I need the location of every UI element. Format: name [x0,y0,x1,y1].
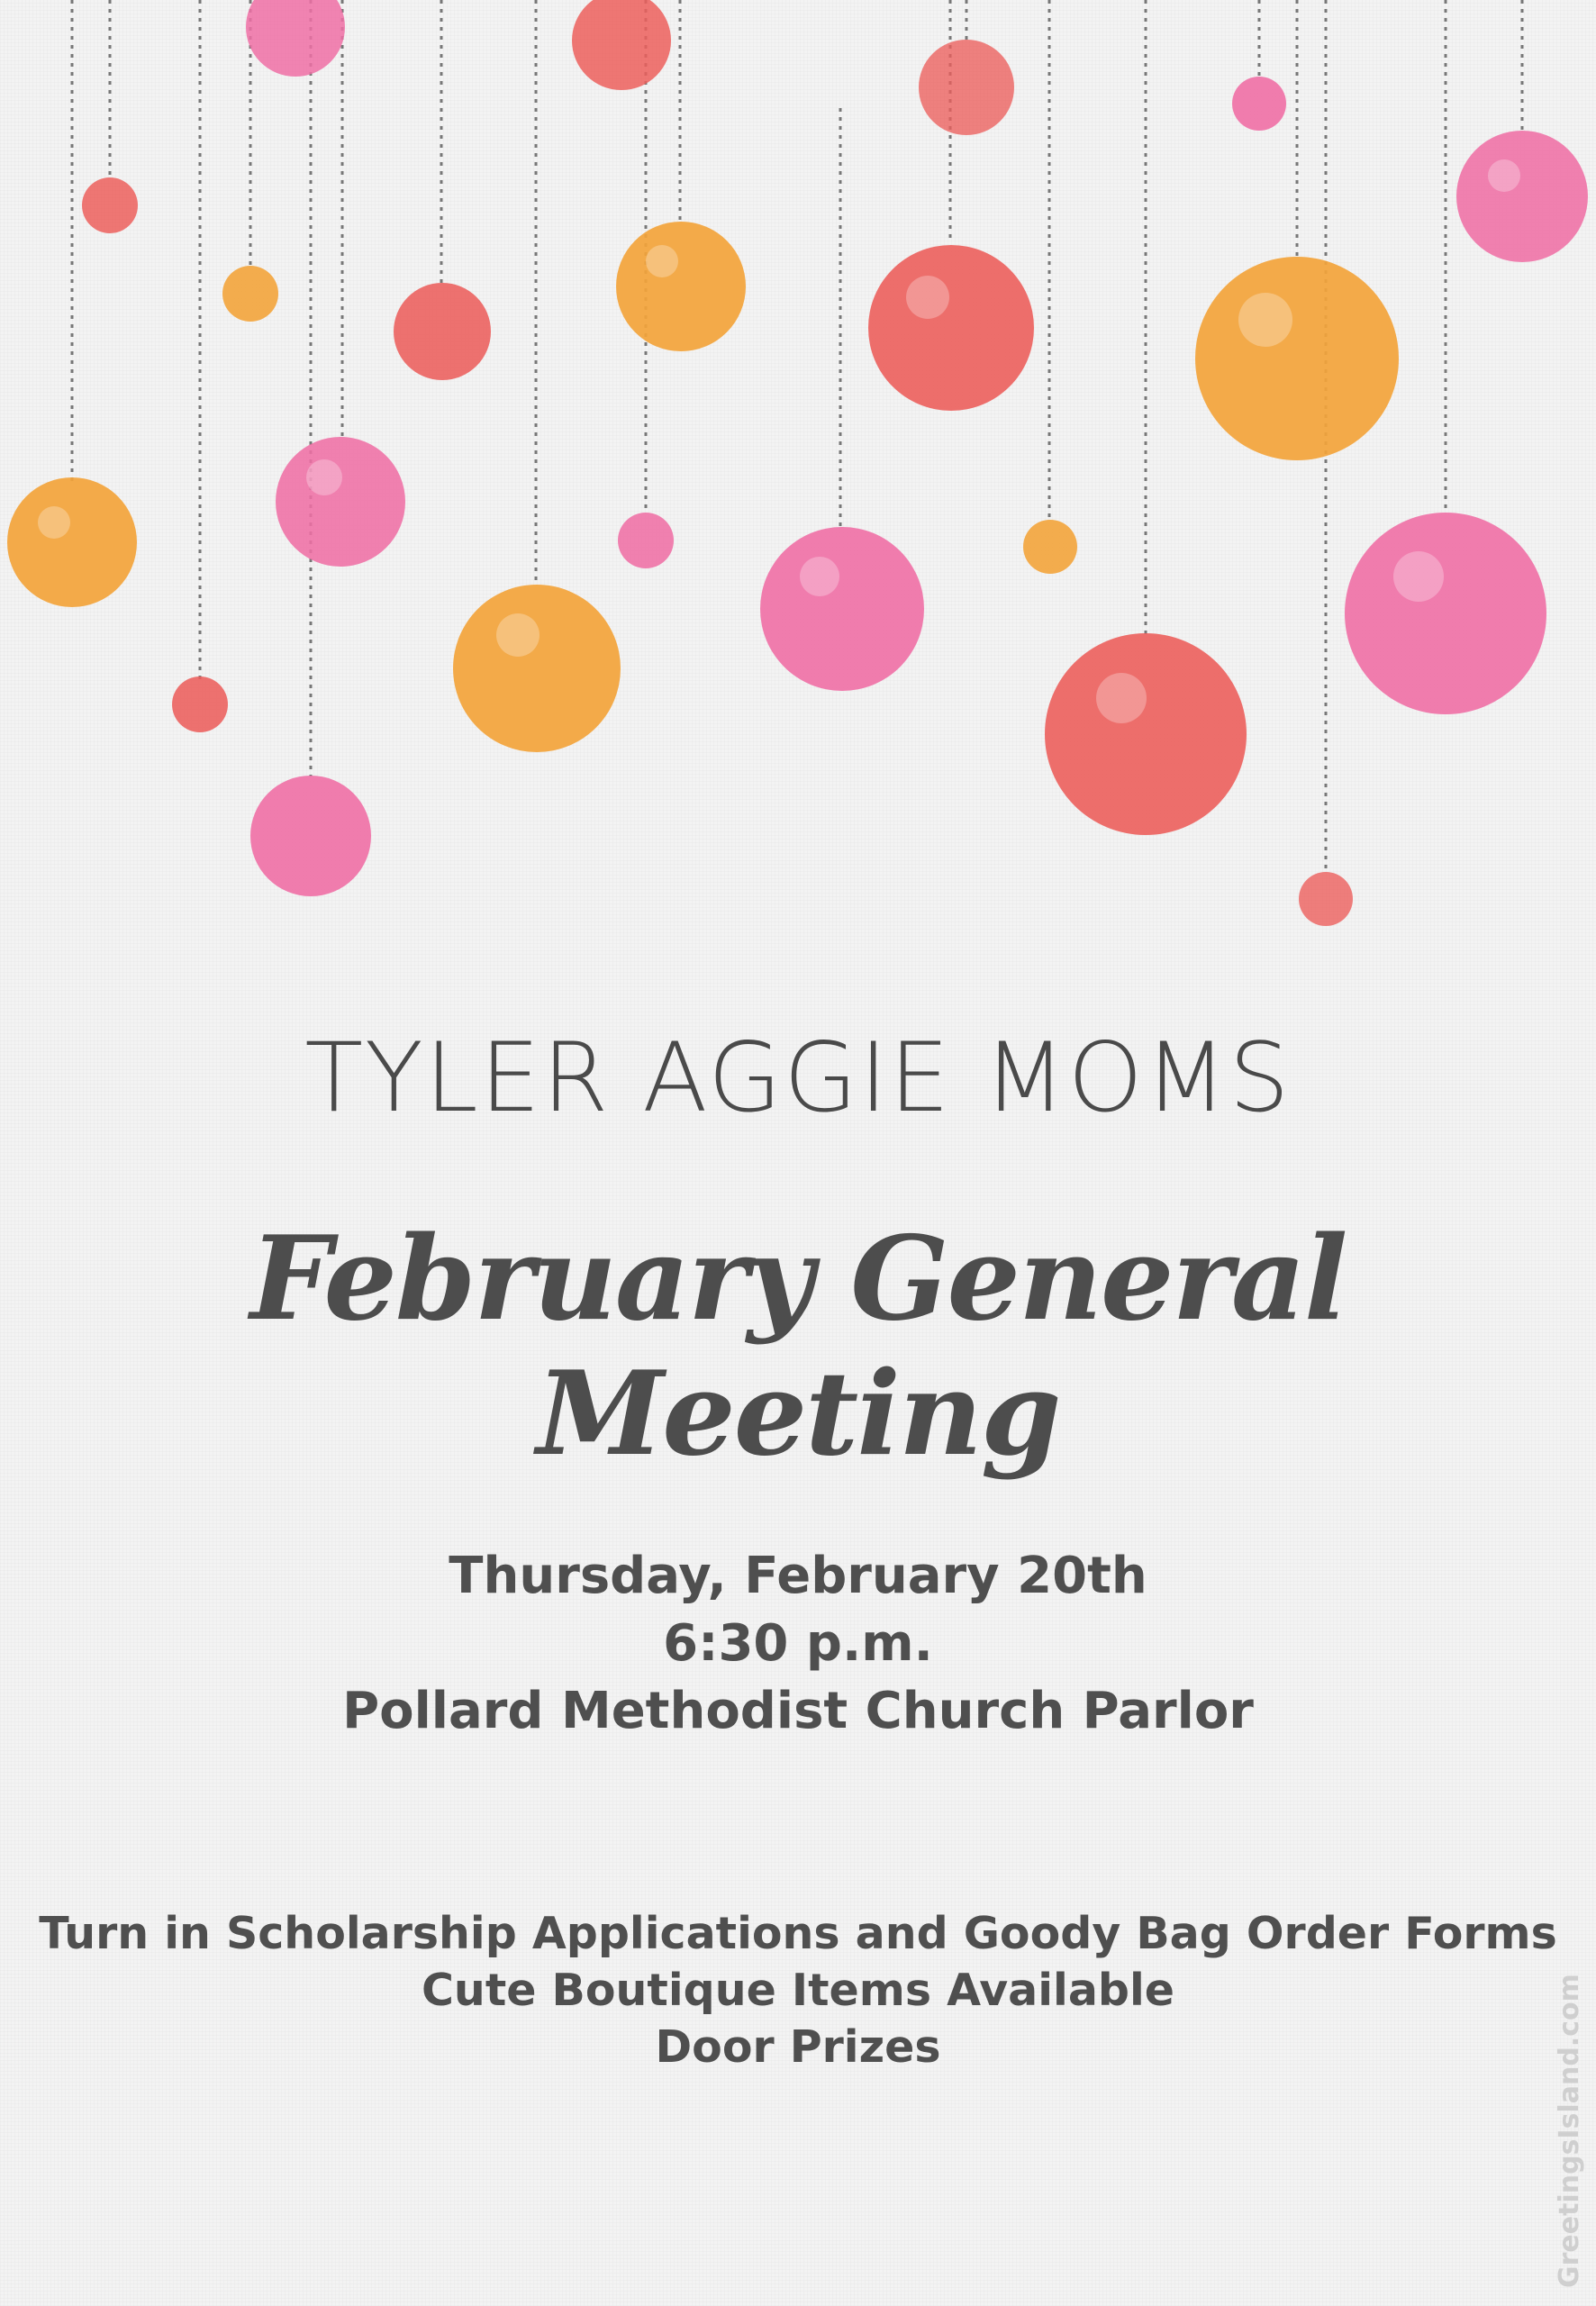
watermark: GreetingsIsland.com [1554,1974,1585,2288]
note-boutique: Cute Boutique Items Available [421,1965,1175,2016]
ornament-ball [222,266,278,322]
ornament-ball [7,477,137,607]
ornament-ball [276,437,405,567]
ornament-ball [616,222,746,351]
event-details [0,1542,1596,1745]
ornament-ball [868,245,1034,411]
ornament-balls [7,0,1588,926]
note-door-prizes: Door Prizes [655,2021,941,2073]
event-date: Thursday, February 20th [449,1547,1147,1605]
ornament-ball [618,513,674,568]
ornament-ball [1456,131,1588,262]
ornament-ball [394,283,491,380]
ornament-ball [250,776,371,896]
event-location: Pollard Methodist Church Parlor [342,1682,1254,1740]
ornament-ball [760,527,924,691]
ornament-ball [572,0,671,90]
ornament-ball [919,40,1014,135]
ornament-ball [246,0,345,77]
event-title: February General Meeting [249,1212,1347,1482]
organization-name: TYLER AGGIE MOMS [304,1022,1292,1133]
hanging-ornaments [0,0,1596,955]
ornament-ball [453,585,621,752]
ornament-ball [1232,77,1286,131]
note-applications: Turn in Scholarship Applications and Goody Bag Order Forms [39,1908,1557,1959]
event-notes [0,1905,1596,2075]
event-time: 6:30 p.m. [663,1614,933,1673]
ornament-ball [1299,872,1353,926]
ornament-ball [1045,633,1247,835]
ornament-ball [1023,520,1077,574]
ornament-ball [82,177,138,233]
ornament-ball [1345,513,1546,714]
ornament-ball [1195,257,1399,460]
ornament-ball [172,676,228,732]
